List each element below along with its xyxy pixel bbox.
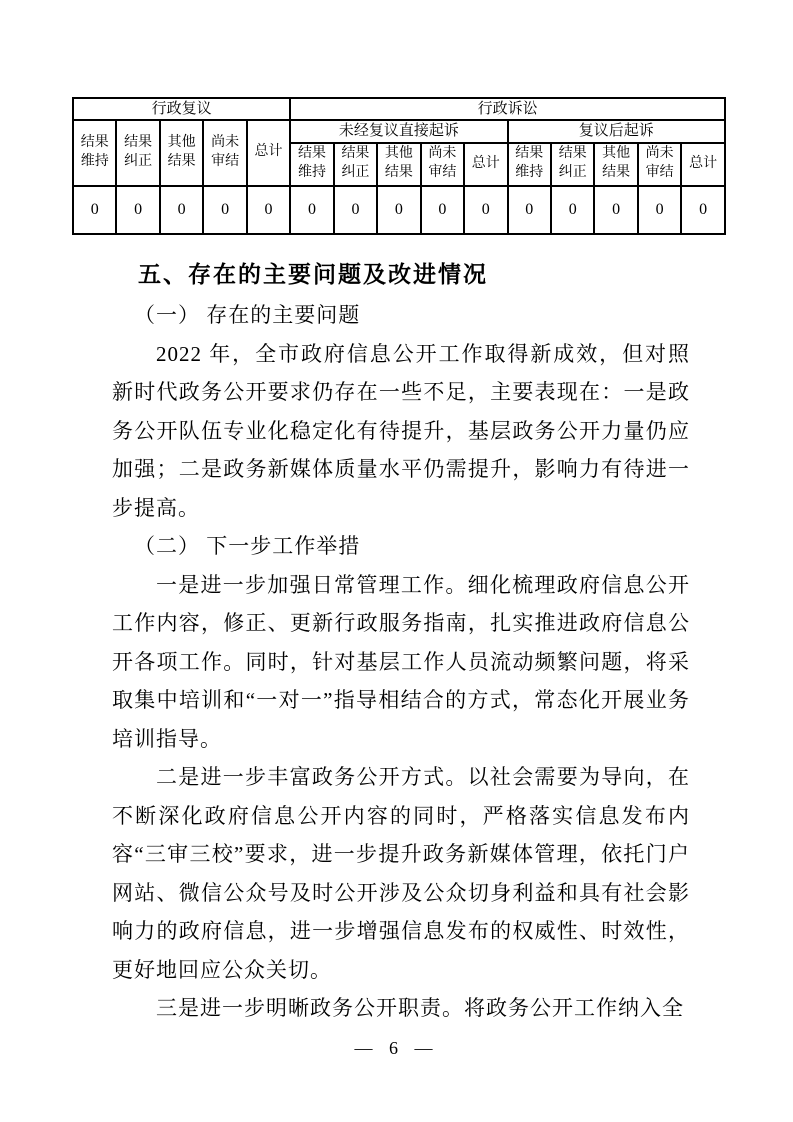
table-header-cell: 尚未审结	[203, 120, 246, 185]
table-header-cell: 结果纠正	[551, 143, 594, 186]
table-value-cell: 0	[290, 186, 333, 234]
paragraph-measure-2: 二是进一步丰富政务公开方式。以社会需要为导向，在不断深化政府信息公开内容的同时，严格落实信息发布内容“三审三校”要求，进一步提升政务新媒体管理，依托门户网站、微信公众号及时公开涉及公众切身利益和具有社会影响力的政府信息，进一步增强信息发布的权威性、时效性，更好地回应公众关切。	[112, 765, 690, 982]
table-row-section-headers	[73, 98, 725, 120]
table-value-cell: 0	[464, 186, 507, 234]
table-header-review: 行政复议	[73, 98, 290, 120]
table-header-cell: 尚未审结	[638, 143, 681, 186]
table-header-cell: 尚未审结	[421, 143, 464, 186]
document-body	[112, 252, 690, 1028]
table-header-cell: 结果维持	[290, 143, 333, 186]
table-header-cell: 总计	[681, 143, 725, 186]
table-header-cell: 结果维持	[73, 120, 116, 185]
table-header-cell: 其他结果	[160, 120, 203, 185]
table-value-cell: 0	[594, 186, 637, 234]
table-header-cell: 结果纠正	[116, 120, 159, 185]
table-header-cell: 总计	[464, 143, 507, 186]
litigation-statistics-table	[72, 97, 726, 235]
table-value-cell: 0	[551, 186, 594, 234]
table-header-direct-suit: 未经复议直接起诉	[290, 120, 507, 142]
table-value-cell: 0	[638, 186, 681, 234]
table-header-after-review-suit: 复议后起诉	[508, 120, 725, 142]
table-value-cell: 0	[681, 186, 725, 234]
subsection-title-2: （二） 下一步工作举措	[134, 534, 361, 558]
table-value-cell: 0	[160, 186, 203, 234]
table-header-cell: 其他结果	[377, 143, 420, 186]
table-value-cell: 0	[421, 186, 464, 234]
table-header-litigation: 行政诉讼	[290, 98, 725, 120]
paragraph-measure-1: 一是进一步加强日常管理工作。细化梳理政府信息公开工作内容，修正、更新行政服务指南，扎实推进政府信息公开各项工作。同时，针对基层工作人员流动频繁问题，将采取集中培训和“一对一”指导相结合的方式，常态化开展业务培训指导。	[112, 572, 690, 751]
table-value-cell: 0	[334, 186, 377, 234]
table-value-cell: 0	[377, 186, 420, 234]
table-header-cell: 结果纠正	[334, 143, 377, 186]
paragraph-problems: 2022 年，全市政府信息公开工作取得新成效，但对照新时代政务公开要求仍存在一些不足，主要表现在：一是政务公开队伍专业化稳定化有待提升，基层政务公开力量仍应加强；二是政务新媒体质量水平仍需提升，影响力有待进一步提高。	[112, 341, 690, 520]
table-value-cell: 0	[508, 186, 551, 234]
table-header-cell: 结果维持	[508, 143, 551, 186]
table-value-cell: 0	[116, 186, 159, 234]
table-value-cell: 0	[73, 186, 116, 234]
table-value-cell: 0	[247, 186, 290, 234]
table-header-cell: 其他结果	[594, 143, 637, 186]
page-number: — 6 —	[354, 1038, 439, 1058]
table-value-cell: 0	[203, 186, 246, 234]
table-header-cell: 总计	[247, 120, 290, 185]
paragraph-measure-3: 三是进一步明晰政务公开职责。将政务公开工作纳入全	[156, 996, 684, 1020]
section-title: 五、存在的主要问题及改进情况	[138, 261, 488, 287]
subsection-title-1: （一） 存在的主要问题	[134, 303, 361, 327]
table-row-group-headers	[73, 120, 725, 142]
table-row-values	[73, 186, 725, 234]
